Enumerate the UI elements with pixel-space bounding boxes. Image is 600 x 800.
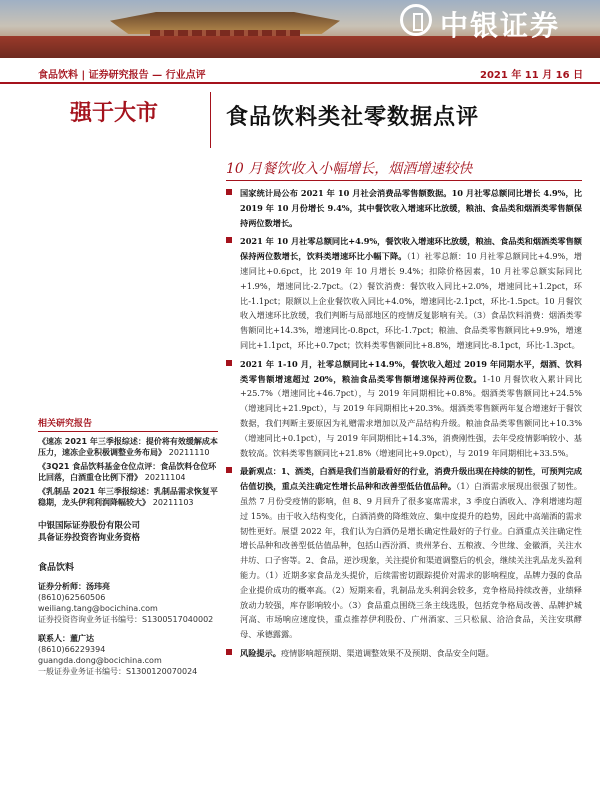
square-bullet-icon [226, 189, 232, 195]
page-subtitle: 10 月餐饮收入小幅增长，烟酒增速较快 [226, 161, 473, 177]
paragraph [226, 186, 582, 230]
paragraph [226, 646, 582, 661]
related-report-title: 《速冻 2021 年三季报综述：提价将有效缓解成本压力，速冻企业积极调整业务布局》 [38, 437, 218, 457]
analyst-role: 联系人： [38, 634, 70, 643]
paragraph-text: 1-10 月餐饮收入累计同比+25.7%（增速同比+46.7pct），与 2019 年同期相比+0.8%。烟酒类零售额同比+24.5%（增速同比+21.9pct），与 2019 年同期相比+20.3%。烟酒类零售额两年复合增速好于餐饮数据，我们判断主要原因为礼赠需求增加以及产品结构升级。粮油食品类零售额同比+10.3%（增速同比+0.1pct），与 2019 年同期相比+14.3%，消费刚性强，去年受疫情影响较小、基数较高。饮料类零售额同比+21.8%（增速同比+9.0pct），与 2019 年同期相比+33.5%。 [240, 373, 583, 458]
page-title: 食品饮料类社零数据点评 [226, 104, 480, 130]
related-report-date: 20211104 [144, 473, 186, 482]
report-category: 食品饮料 | 证券研究报告 — 行业点评 [38, 70, 206, 81]
paragraph [226, 464, 582, 642]
related-report[interactable] [38, 486, 218, 508]
paragraph-lead: 2021 年 1-10 月，社零总额同比+14.9%，餐饮收入超过 2019 年同期水平，烟酒、饮料类零售额增速超过 20%，粮油食品类零售额增速保持两位数。 [240, 358, 582, 384]
related-report-title: 《乳制品 2021 年三季报综述：乳制品需求恢复平稳期，龙头伊利利润降幅较大》 [38, 487, 218, 507]
square-bullet-icon [226, 649, 232, 655]
paragraph-lead: 国家统计局公布 2021 年 10 月社会消费品零售额数据。10 月社零总额同比增长 4.9%，比 2019 年 10 月份增长 9.4%，其中餐饮收入增速环比放缓，粮油、食品类和烟酒类零售额保持两位数增长。 [240, 188, 582, 228]
analyst-phone: (8610)66229394 [38, 645, 106, 654]
report-date: 2021 年 11 月 16 日 [480, 70, 584, 81]
company-info: 中银国际证券股份有限公司 具备证券投资咨询业务资格 [38, 521, 141, 543]
paragraph-text: （1）社零总额：10 月社零总额同比+4.9%，增速同比+0.6pct，比 2019 年 10 月增长 9.4%；扣除价格因素，10 月社零总额实际同比+1.9%，增速同比-2.7pct。（2）餐饮消费：餐饮收入同比+2.0%，增速同比+1.2pct，环比-1.1pct；限额以上企业餐饮收入同比+4.0%，增速同比-2.1pct，环比-1.5pct。10 月餐饮收入增速环比放缓，我们判断与局部地区的疫情反复影响有关。（3）食品饮料消费：烟酒类零售额同比+14.3%，增速同比-0.8pct，环比-1.7pct；粮油、食品类零售额同比+9.9%，增速同比+1.1pct，环比+0.7pct；饮料类零售额同比+8.8%，增速同比-8.1pct，环比-1.3pct。 [240, 251, 582, 350]
analyst-card [38, 581, 218, 625]
sidebar [38, 416, 218, 677]
analyst-cert: 证券投资咨询业务证书编号：S1300517040002 [38, 615, 214, 624]
header-banner [0, 0, 600, 58]
info-bar [0, 62, 600, 84]
paragraph-lead: 最新观点：1、酒类，白酒是我们当前最看好的行业，消费升级出现在持续的韧性，可预判完成估值切换，重点关注确定性增长品种和改善型低估值品种。 [240, 466, 582, 492]
related-report-date: 20211110 [168, 448, 210, 457]
paragraph-lead: 风险提示。 [240, 647, 281, 658]
analyst-name: 汤玮亮 [86, 582, 110, 591]
analyst-email[interactable]: weiliang.tang@bocichina.com [38, 604, 158, 613]
paragraph [226, 234, 582, 352]
related-report-date: 20211103 [152, 498, 194, 507]
analyst-card [38, 633, 218, 677]
boc-logo-icon [400, 4, 432, 36]
divider [210, 92, 211, 148]
related-reports-heading: 相关研究报告 [38, 416, 218, 432]
subtitle-rule [226, 180, 582, 181]
analyst-name-line [38, 581, 218, 592]
analyst-role: 证券分析师： [38, 582, 86, 591]
paragraph [226, 357, 582, 461]
analyst-cert: 一般证券业务证书编号：S1300120070024 [38, 667, 198, 676]
square-bullet-icon [226, 237, 232, 243]
analyst-name: 董广达 [70, 634, 94, 643]
paragraph-lead: 2021 年 10 月社零总额同比+4.9%，餐饮收入增速环比放缓，粮油、食品类和烟酒类零售额保持两位数增长，饮料类增速环比小幅下降。 [240, 236, 582, 262]
square-bullet-icon [226, 360, 232, 366]
sector-label: 食品饮料 [38, 563, 75, 573]
rating: 强于大市 [70, 100, 159, 126]
related-report[interactable] [38, 461, 218, 483]
paragraph-text: 疫情影响超预期、渠道调整效果不及预期、食品安全问题。 [280, 647, 494, 658]
related-report[interactable] [38, 436, 218, 458]
analyst-name-line [38, 633, 218, 644]
square-bullet-icon [226, 467, 232, 473]
analyst-phone: (8610)62560506 [38, 593, 106, 602]
company-logo-text: 中银证券 [440, 9, 561, 42]
report-body [226, 186, 582, 665]
paragraph-text: （1）白酒需求展现出很强了韧性。虽然 7 月份受疫情的影响，但 8、9 月回升了很多宴席需求，3 季度白酒收入、净利增速均超过 15%。由于收入结构变化，白酒消费的降维效应、集中度提升的趋势，因此中高端酒的需求韧性更好。展望 2022 年，我们认为白酒仍是增长确定性最好的子行业。白酒重点关注确定性增长品种和改善型低估值品种，包括山西汾酒、贵州茅台、五粮液、今世缘、金徽酒，关注水井坊、口子窖等。2、食品，逆沙现象，关注提价和渠道调整后的机会，继续关注乳品龙头盈利能力。（1）近期多家食品龙头提价，后续需密切跟踪提价对需求的影响程度，品牌力强的食品企业提价成功的概率高。（2）短期来看，乳制品龙头利润会较多，竞争格局持续改善，业绩释放动力较强，库存影响较小。（3）食品重点围绕三条主线选股，包括竞争格局改善、品牌护城河高、市场响应速度快，重点推荐伊利股份、广州酒家、三只松鼠、洽洽食品，关注安琪酵母、承德露露。 [240, 481, 582, 640]
related-report-title: 《3Q21 食品饮料基金仓位点评：食品饮料仓位环比回落，白酒重仓比例下滑》 [38, 462, 217, 482]
analyst-email[interactable]: guangda.dong@bocichina.com [38, 656, 162, 665]
